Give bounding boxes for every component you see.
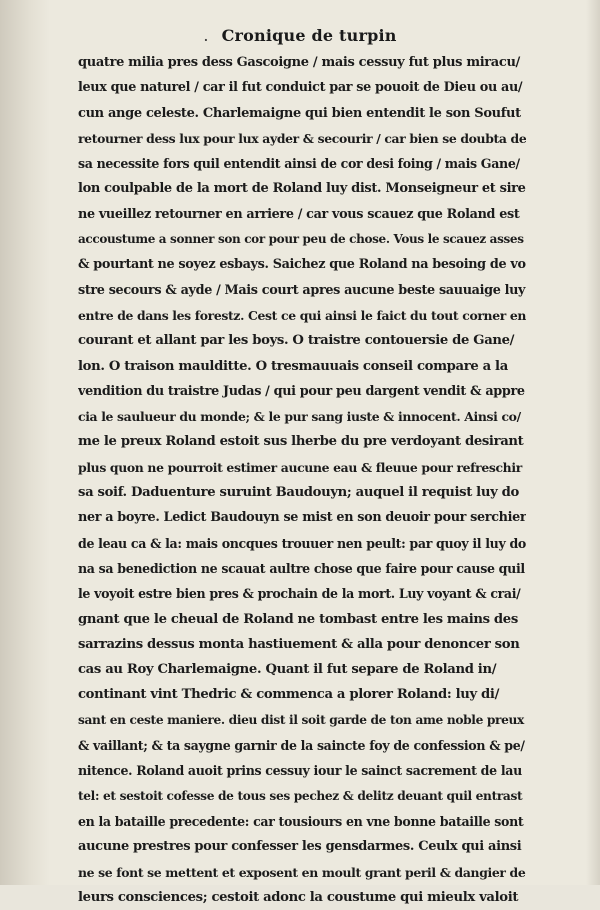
text-line: tel: et sestoit cofesse de tous ses pechez & delitz deuant quil entrast [78, 788, 523, 803]
text-line: sa necessite fors quil entendit ainsi de cor desi foing / mais Gane/ [78, 156, 520, 172]
text-line: quatre milia pres dess Gascoigne / mais cessuy fut plus miracu/ [78, 55, 520, 70]
text-line: me le preux Roland estoit sus lherbe du pre verdoyant desirant [78, 434, 524, 450]
text-line: retourner dess lux pour lux ayder & secourir / car bien se doubta de [78, 130, 526, 146]
text-line: en la bataille precedente: car tousiours en vne bonne bataille sont [78, 813, 524, 829]
text-line: le voyoit estre bien pres & prochain de la mort. Luy voyant & crai/ [78, 586, 521, 602]
text-line: courant et allant par les boys. O traistre contouersie de Gane/ [78, 333, 515, 349]
text-line: ne se font se mettent et exposent en moult grant peril & dangier de [78, 864, 526, 880]
text-line: entre de dans les forestz. Cest ce qui ainsi le faict du tout corner en [78, 307, 526, 323]
text-line: cas au Roy Charlemaigne. Quant il fut separe de Roland in/ [78, 662, 497, 678]
text-line: cia le saulueur du monde; & le pur sang iuste & innocent. Ainsi co/ [78, 409, 521, 425]
text-line: sant en ceste maniere. dieu dist il soit garde de ton ame noble preux [78, 712, 524, 727]
text-line: leurs consciences; cestoit adonc la coustume qui mieulx valoit [78, 889, 519, 905]
text-line: aucune prestres pour confesser les gensdarmes. Ceulx qui ainsi [78, 839, 522, 855]
text-line: cun ange celeste. Charlemaigne qui bien entendit le son Soufut [78, 105, 521, 121]
text-line: na sa benediction ne scauat aultre chose que faire pour cause quil [78, 560, 525, 576]
text-line: leux que naturel / car il fut conduict par se pouoit de Dieu ou au/ [78, 80, 523, 96]
page-edge-shadow [586, 0, 600, 885]
text-line: lon. O traison maulditte. O tresmauuais conseil compare a la [78, 358, 508, 374]
text-line: nitence. Roland auoit prins cessuy iour le sainct sacrement de lau [78, 763, 522, 779]
text-line: & vaillant; & ta saygne garnir de la saincte foy de confession & pe/ [78, 738, 525, 754]
text-line: gnant que le cheual de Roland ne tombast entre les mains des [78, 611, 518, 627]
text-line: & pourtant ne soyez esbays. Saichez que Roland na besoing de vo [78, 257, 526, 273]
text-line: continant vint Thedric & commenca a plorer Roland: luy di/ [78, 687, 500, 703]
text-line: sarrazins dessus monta hastiuement & alla pour denoncer son [78, 636, 520, 652]
text-line: de leau ca & la: mais oncques trouuer nen peult: par quoy il luy do [78, 535, 526, 551]
text-line: accoustume a sonner son cor pour peu de chose. Vous le scauez asses [78, 232, 524, 247]
text-line: vendition du traistre Judas / qui pour peu dargent vendit & appre [78, 383, 525, 399]
running-header [0, 26, 600, 45]
page-gutter-shadow [0, 0, 50, 885]
text-line: sa soif. Daduenture suruint Baudouyn; auquel il requist luy do [78, 485, 519, 501]
body-text [78, 50, 526, 910]
text-line: stre secours & ayde / Mais court apres aucune beste sauuaige luy [78, 282, 526, 298]
header-mark: . [203, 26, 209, 45]
text-line: ne vueillez retourner en arriere / car vous scauez que Roland est [78, 206, 520, 222]
text-line: ner a boyre. Ledict Baudouyn se mist en son deuoir pour serchier [78, 510, 526, 526]
running-header-title: Cronique de turpin [221, 26, 397, 45]
text-line: lon coulpable de la mort de Roland luy dist. Monseigneur et sire [78, 181, 526, 197]
text-line: plus quon ne pourroit estimer aucune eau & fleuue pour refreschir [78, 459, 522, 475]
